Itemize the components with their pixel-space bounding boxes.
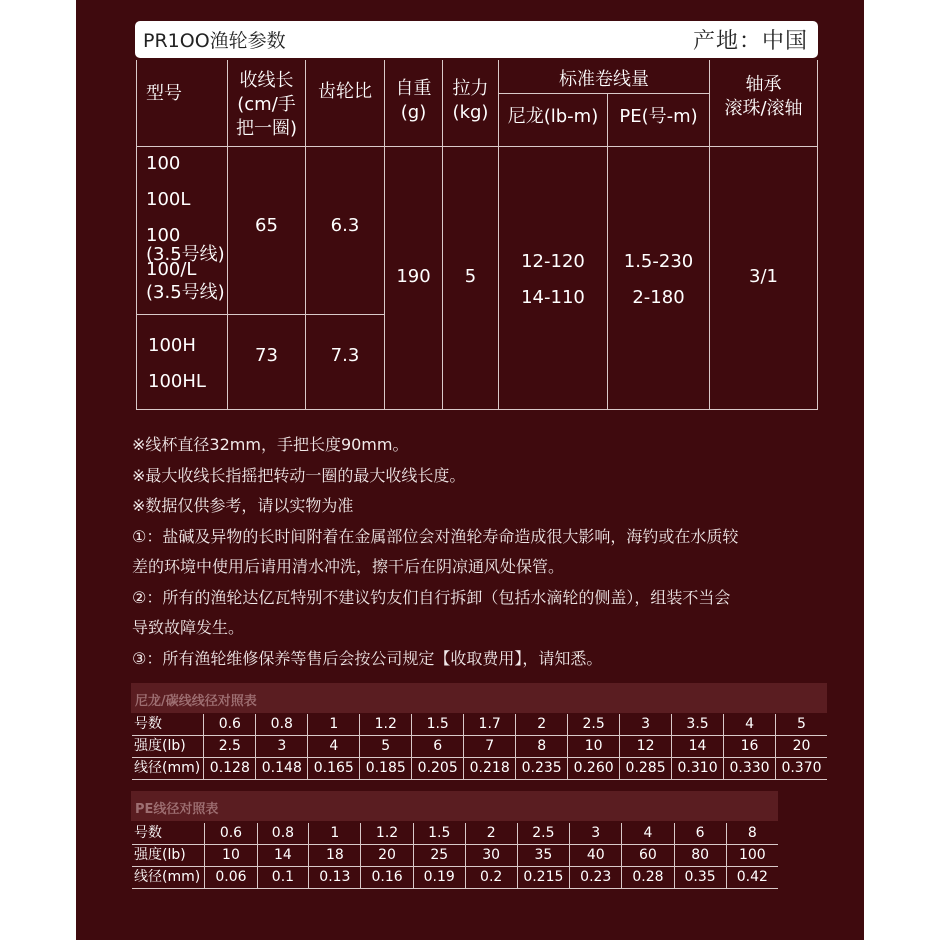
table-cell: 2.5 — [517, 823, 570, 845]
pe-value-1: 1.5-230 — [623, 251, 694, 272]
nylon-diameter-table — [132, 714, 827, 780]
table-cell: 1.2 — [361, 823, 413, 845]
table-cell: 0.235 — [516, 758, 568, 780]
table-cell: 0.23 — [570, 867, 622, 889]
product-title: PR1OO渔轮参数 — [143, 30, 286, 52]
table-cell: 0.128 — [204, 758, 256, 780]
table-cell: 12 — [620, 736, 672, 758]
table-cell: 1 — [309, 823, 361, 845]
table-cell: 0.19 — [413, 867, 465, 889]
table-cell: 2 — [465, 823, 517, 845]
table-cell: 6 — [412, 736, 464, 758]
table-cell: 0.6 — [205, 823, 257, 845]
row-label: 线径(mm) — [132, 758, 204, 780]
model-100h: 100H — [148, 335, 196, 356]
pe-table-title-band — [131, 791, 778, 821]
table-cell: 0.8 — [256, 714, 308, 736]
header-nylon: 尼龙(lb-m) — [507, 106, 599, 127]
table-cell: 0.185 — [360, 758, 412, 780]
table-row-row-number — [132, 714, 827, 736]
table-cell: 35 — [517, 845, 570, 867]
pe-table-title: PE线径对照表 — [135, 802, 219, 817]
gear-value-2: 7.3 — [330, 345, 360, 366]
header-bearing: 轴承 滚珠/滚轴 — [724, 74, 803, 119]
table-cell: 0.42 — [726, 867, 778, 889]
table-cell: 3 — [256, 736, 308, 758]
table-cell: 3 — [570, 823, 622, 845]
gear-value-1: 6.3 — [330, 215, 360, 236]
note-line: ③：所有渔轮维修保养等售后会按公司规定【收取费用】，请知悉。 — [132, 648, 603, 668]
header-pe: PE(号-m) — [619, 106, 698, 127]
pe-value-2: 2-180 — [632, 287, 685, 308]
table-cell: 1.5 — [413, 823, 465, 845]
header-retrieve: 收线长 (cm/手 把一圈) — [235, 70, 298, 139]
retrieve-value-1: 65 — [255, 215, 278, 236]
table-cell: 20 — [361, 845, 413, 867]
nylon-value-1: 12-120 — [521, 251, 585, 272]
table-cell: 0.1 — [257, 867, 309, 889]
table-cell: 0.148 — [256, 758, 308, 780]
table-cell: 1.5 — [412, 714, 464, 736]
table-cell: 0.6 — [204, 714, 256, 736]
table-cell: 30 — [465, 845, 517, 867]
retrieve-value-2: 73 — [255, 345, 278, 366]
table-cell: 3 — [620, 714, 672, 736]
table-cell: 4 — [724, 714, 776, 736]
bearing-value: 3/1 — [749, 266, 778, 287]
nylon-value-2: 14-110 — [521, 287, 585, 308]
note-line: 导致故障发生。 — [132, 618, 245, 637]
row-label: 号数 — [132, 823, 205, 845]
table-row-row-strength — [132, 736, 827, 758]
note-line: ※线杯直径32mm，手把长度90mm。 — [132, 435, 409, 454]
table-cell: 18 — [309, 845, 361, 867]
table-cell: 0.16 — [361, 867, 413, 889]
product-spec-panel — [76, 0, 864, 940]
model-note: (3.5号线) — [146, 244, 225, 265]
table-cell: 0.28 — [622, 867, 674, 889]
table-cell: 14 — [672, 736, 724, 758]
header-weight: 自重 (g) — [395, 78, 432, 123]
model-100hl: 100HL — [148, 371, 206, 392]
drag-value: 5 — [464, 266, 477, 287]
table-cell: 7 — [464, 736, 516, 758]
table-row-row-strength — [132, 845, 778, 867]
weight-value: 190 — [396, 266, 431, 287]
table-cell: 0.35 — [674, 867, 726, 889]
table-cell: 0.165 — [308, 758, 360, 780]
table-cell: 5 — [776, 714, 827, 736]
nylon-table-title-band — [131, 683, 827, 713]
table-cell: 1.7 — [464, 714, 516, 736]
table-cell: 4 — [308, 736, 360, 758]
table-cell: 8 — [726, 823, 778, 845]
model-100l: 100L — [146, 189, 191, 210]
model-100-35: 100 — [146, 225, 181, 246]
model-100: 100 — [146, 153, 181, 174]
note-line: ※数据仅供参考，请以实物为准 — [132, 496, 354, 515]
table-row-row-number — [132, 823, 778, 845]
table-cell: 0.310 — [672, 758, 724, 780]
table-cell: 10 — [568, 736, 620, 758]
header-capacity: 标准卷线量 — [559, 69, 649, 90]
table-cell: 100 — [726, 845, 778, 867]
notes-section — [132, 430, 822, 674]
row-label: 强度(lb) — [132, 736, 204, 758]
table-cell: 0.285 — [620, 758, 672, 780]
header-drag: 拉力 (kg) — [452, 78, 489, 123]
note-line: ②：所有的渔轮达亿瓦特别不建议钓友们自行拆卸（包括水滴轮的侧盖），组装不当会 — [132, 587, 731, 607]
table-cell: 0.370 — [776, 758, 827, 780]
note-line: ※最大收线长指摇把转动一圈的最大收线长度。 — [132, 465, 466, 485]
table-cell: 0.218 — [464, 758, 516, 780]
table-cell: 1.2 — [360, 714, 412, 736]
table-cell: 8 — [516, 736, 568, 758]
table-cell: 0.06 — [205, 867, 257, 889]
table-cell: 0.13 — [309, 867, 361, 889]
table-cell: 10 — [205, 845, 257, 867]
note-line: ①：盐碱及异物的长时间附着在金属部位会对渔轮寿命造成很大影响，海钓或在水质较 — [132, 526, 739, 546]
table-cell: 14 — [257, 845, 309, 867]
note-line: 差的环境中使用后请用清水冲洗，擦干后在阴凉通风处保管。 — [132, 557, 565, 576]
row-label: 号数 — [132, 714, 204, 736]
model-note: (3.5号线) — [146, 282, 225, 303]
table-cell: 80 — [674, 845, 726, 867]
table-cell: 25 — [413, 845, 465, 867]
table-row-row-diameter — [132, 758, 827, 780]
table-cell: 0.8 — [257, 823, 309, 845]
table-cell: 60 — [622, 845, 674, 867]
table-cell: 0.330 — [724, 758, 776, 780]
table-cell: 20 — [776, 736, 827, 758]
table-cell: 0.260 — [568, 758, 620, 780]
table-cell: 16 — [724, 736, 776, 758]
table-cell: 2.5 — [204, 736, 256, 758]
spec-table — [136, 60, 818, 410]
table-cell: 0.2 — [465, 867, 517, 889]
table-cell: 2.5 — [568, 714, 620, 736]
table-cell: 40 — [570, 845, 622, 867]
table-cell: 6 — [674, 823, 726, 845]
table-cell: 4 — [622, 823, 674, 845]
nylon-table-title: 尼龙/碳线线径对照表 — [135, 694, 257, 709]
header-gear-ratio: 齿轮比 — [318, 81, 372, 102]
row-label: 强度(lb) — [132, 845, 205, 867]
header-model: 型号 — [146, 83, 182, 104]
title-bar — [135, 21, 818, 58]
table-row-row-diameter — [132, 867, 778, 889]
model-100-l-35: 100/L — [146, 259, 197, 280]
pe-diameter-table — [132, 823, 778, 889]
table-cell: 5 — [360, 736, 412, 758]
row-label: 线径(mm) — [132, 867, 205, 889]
table-cell: 1 — [308, 714, 360, 736]
table-cell: 2 — [516, 714, 568, 736]
table-cell: 0.215 — [517, 867, 570, 889]
table-cell: 0.205 — [412, 758, 464, 780]
origin-label: 产地：中国 — [692, 29, 808, 54]
table-cell: 3.5 — [672, 714, 724, 736]
